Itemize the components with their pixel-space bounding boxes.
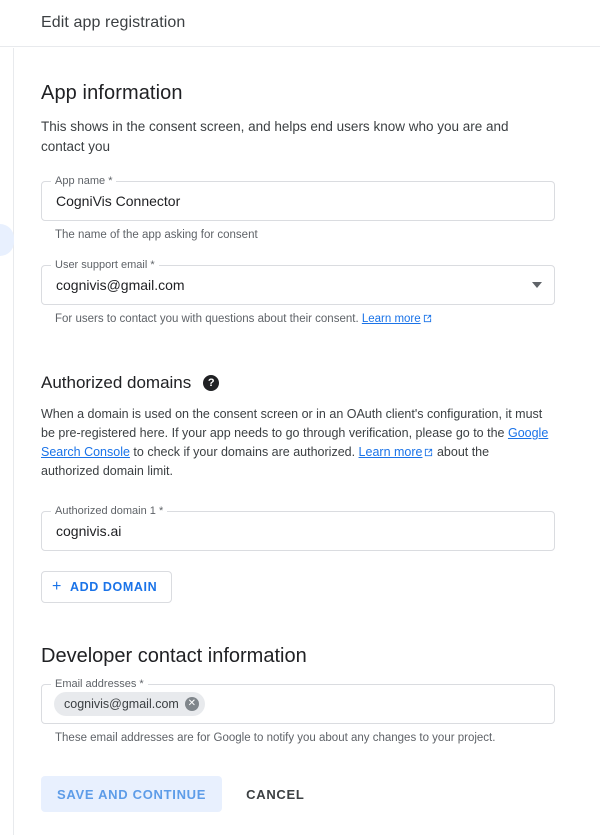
email-addresses-helper: These email addresses are for Google to notify you about any changes to your project.	[55, 732, 496, 744]
authorized-domains-desc-part2: to check if your domains are authorized.	[129, 445, 359, 459]
app-name-label: App name *	[51, 175, 116, 188]
authorized-domains-title: Authorized domains	[41, 373, 192, 392]
add-domain-label: ADD DOMAIN	[69, 580, 158, 594]
support-email-field[interactable]	[41, 259, 555, 305]
email-addresses-field[interactable]	[41, 678, 555, 724]
add-domain-button[interactable]	[41, 571, 172, 603]
email-chip-label: cognivis@gmail.com	[64, 697, 179, 711]
support-email-input[interactable]	[54, 276, 532, 294]
email-chip[interactable]	[54, 692, 205, 716]
developer-contact-title: Developer contact information	[41, 645, 307, 667]
app-name-field[interactable]	[41, 175, 555, 221]
authorized-domains-learn-more-link[interactable]: Learn more	[358, 445, 423, 459]
cancel-button[interactable]: CANCEL	[238, 787, 312, 802]
email-addresses-label: Email addresses *	[51, 678, 148, 691]
authorized-domains-header	[41, 373, 572, 393]
support-email-helper	[55, 311, 572, 327]
left-rail	[0, 48, 14, 835]
support-email-label: User support email *	[51, 259, 159, 272]
page-header	[0, 0, 600, 47]
form-content	[15, 48, 600, 835]
close-icon[interactable]: ✕	[185, 697, 199, 711]
authorized-domains-desc-part1: When a domain is used on the consent screen or in an OAuth client's configuration, it must be pre-registered here. If your app needs to go through verification, please go to the	[41, 407, 543, 440]
external-link-icon	[423, 314, 432, 323]
save-and-continue-button[interactable]: SAVE AND CONTINUE	[41, 776, 222, 812]
left-rail-active-indicator	[0, 224, 14, 256]
authorized-domains-desc-part3: about the authorized domain limit.	[41, 445, 490, 478]
app-information-description: This shows in the consent screen, and helps end users know who you are and contact you	[41, 119, 509, 154]
plus-icon: +	[52, 578, 62, 595]
form-actions	[41, 776, 572, 812]
authorized-domain-1-input[interactable]	[54, 522, 542, 540]
authorized-domain-1-field[interactable]	[41, 505, 555, 551]
authorized-domain-1-label: Authorized domain 1 *	[51, 505, 167, 518]
support-email-helper-text: For users to contact you with questions about their consent.	[55, 313, 359, 325]
chevron-down-icon[interactable]	[532, 282, 542, 288]
google-search-console-link[interactable]: Google Search Console	[41, 426, 549, 459]
support-email-learn-more-link[interactable]: Learn more	[361, 313, 421, 325]
page-title: Edit app registration	[41, 14, 186, 31]
app-information-title: App information	[41, 82, 183, 104]
authorized-domains-description	[41, 405, 549, 481]
external-link-icon-2	[424, 448, 433, 457]
app-name-input[interactable]	[54, 192, 542, 210]
app-name-helper: The name of the app asking for consent	[55, 229, 258, 241]
help-icon[interactable]: ?	[203, 375, 219, 391]
